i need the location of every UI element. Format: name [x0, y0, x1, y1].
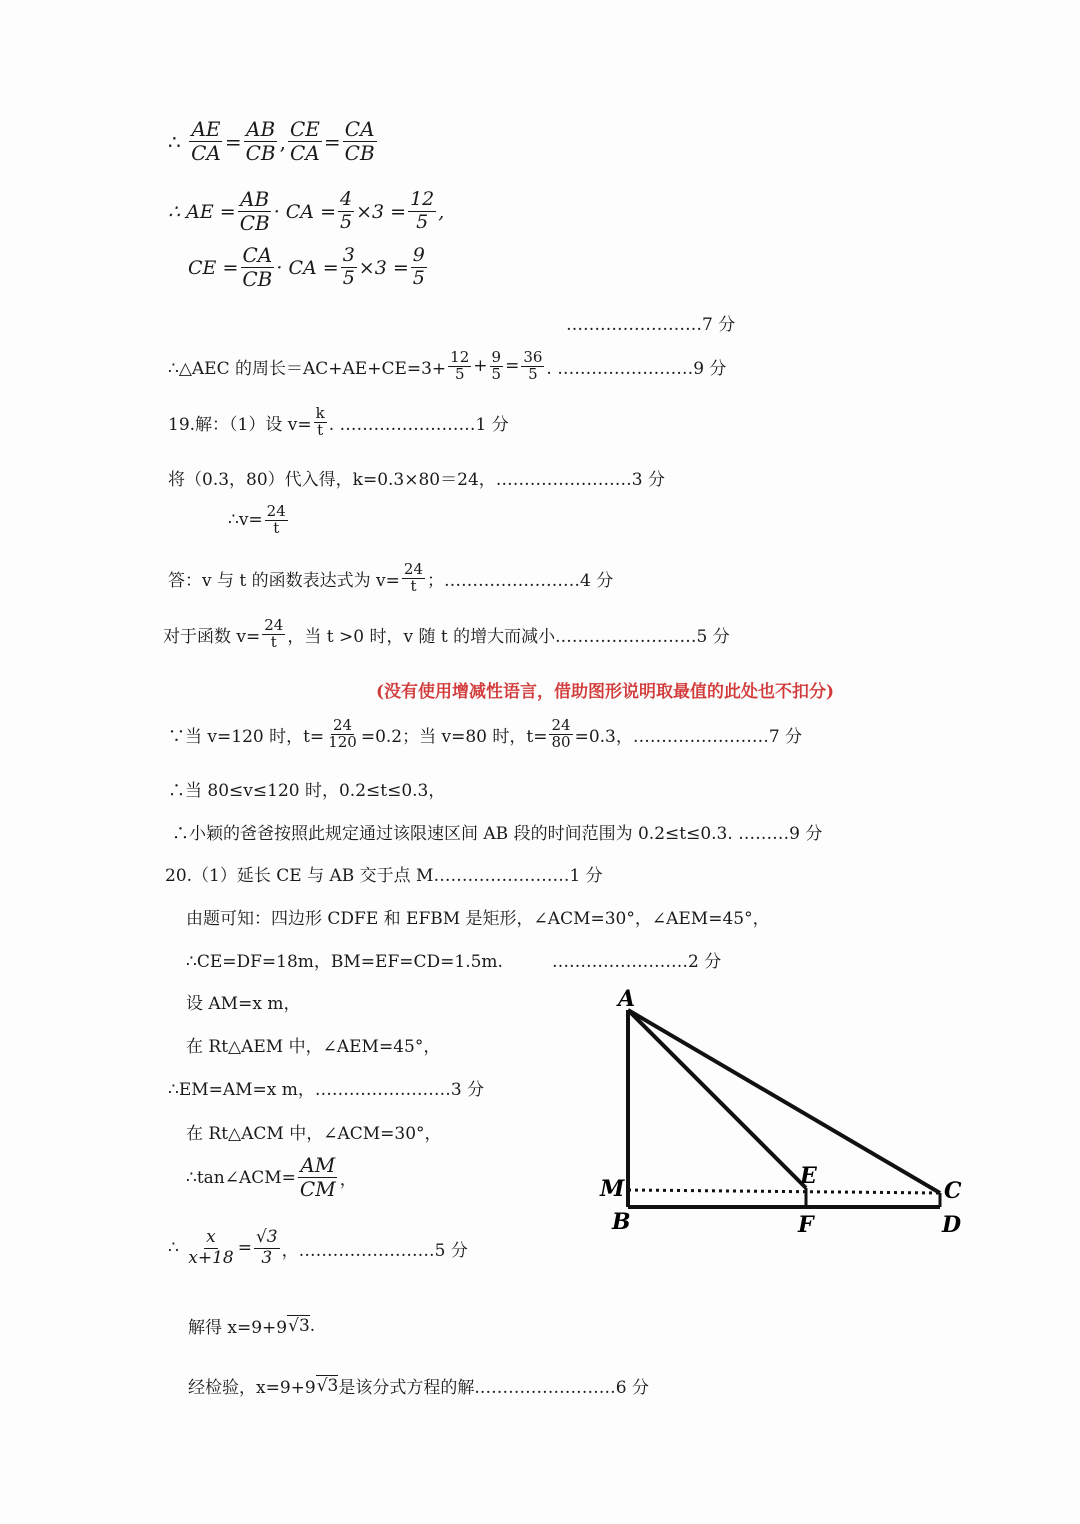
fraction: $\frac{AB}{CB}$ — [239, 187, 270, 235]
q19-result: ∴v= $\frac{24}{t}$ — [228, 502, 286, 537]
fraction: $\frac{9}{5}$ — [412, 244, 425, 289]
q19-range: ∴当 80≤v≤120 时，0.2≤t≤0.3， — [168, 781, 446, 801]
q20-triangle-aem: 在 Rt△AEM 中，∠AEM=45°， — [186, 1037, 441, 1057]
q19-setup: 19.解：（1）设 v= $\frac{k}{t}$ . ……………………1 分 — [168, 404, 509, 439]
q20-known: 由题可知：四边形 CDFE 和 EFBM 是矩形，∠ACM=30°，∠AEM=45°， — [186, 909, 770, 929]
fraction-ab-cb: $\frac{AB}{CB}$ — [245, 117, 276, 165]
score-7: ……………………7 分 — [566, 315, 736, 335]
fraction: $\frac{12}{5}$ — [410, 188, 435, 233]
fraction: $\frac{3}{5}$ — [342, 244, 355, 289]
sqrt-three: √3 — [316, 1376, 339, 1396]
perimeter-line: ∴△AEC 的周长＝AC+AE+CE=3+ $\frac{12}{5}$ + $\frac{9}{5}$ = $\frac{36}{5}$ . ……………………9 分 — [168, 348, 727, 383]
q20-em: ∴EM=AM=x m，……………………3 分 — [168, 1080, 485, 1100]
label-e: E — [800, 1163, 817, 1189]
grading-note: (没有使用增减性语言，借助图形说明取最值的此处也不扣分) — [376, 682, 835, 702]
q20-verify: 经检验，x=9+9 √3 是该分式方程的解.……………………6 分 — [188, 1376, 649, 1398]
q19-conclusion: ∴小颖的爸爸按照此规定通过该限速区间 AB 段的时间范围为 0.2≤t≤0.3. ………9 分 — [172, 824, 823, 844]
q20-let: 设 AM=x m， — [186, 994, 301, 1014]
therefore-symbol: ∴ — [168, 129, 181, 154]
q20-lengths: ∴CE=DF=18m，BM=EF=CD=1.5m. — [186, 952, 503, 972]
fraction: $\frac{9}{5}$ — [491, 348, 502, 383]
q20-solve: 解得 x=9+9 √3 . — [188, 1315, 316, 1338]
label-f: F — [798, 1212, 814, 1238]
q20-tan: ∴tan∠ACM= $\frac{AM}{CM}$ ， — [186, 1153, 357, 1201]
q19-monotonic: 对于函数 v= $\frac{24}{t}$ ，当 t >0 时，v 随 t 的增大而减小.……………………5 分 — [163, 616, 730, 651]
fraction: $\frac{12}{5}$ — [450, 348, 470, 383]
fraction-ae-ca: $\frac{AE}{CA}$ — [191, 117, 221, 165]
fraction: $\frac{AM}{CM}$ — [299, 1153, 336, 1201]
sqrt-three: √3 — [288, 1316, 310, 1336]
label-b: B — [612, 1209, 631, 1235]
q20-triangle-acm: 在 Rt△ACM 中，∠ACM=30°， — [186, 1124, 442, 1144]
score-2: ……………………2 分 — [552, 952, 722, 972]
fraction: $\frac{4}{5}$ — [340, 188, 353, 233]
geometry-figure — [590, 980, 980, 1240]
label-m: M — [600, 1176, 625, 1202]
fraction: $\frac{36}{5}$ — [523, 348, 543, 383]
proof-line-ae: ∴ AE = $\frac{AB}{CB}$ · CA = $\frac{4}{5}$ ×3 = $\frac{12}{5}$ , — [168, 187, 445, 235]
fraction: $\frac{x}{x+18}$ — [188, 1227, 234, 1268]
fraction-ca-cb: $\frac{CA}{CB}$ — [344, 117, 375, 165]
fraction: $\frac{√3}{3}$ — [255, 1227, 278, 1268]
fraction-ce-ca: $\frac{CE}{CA}$ — [289, 117, 320, 165]
fraction: $\frac{CA}{CB}$ — [242, 243, 273, 291]
proof-line-ratio: ∴ $\frac{AE}{CA}$ = $\frac{AB}{CB}$ , $\frac{CE}{CA}$ = $\frac{CA}{CB}$ — [168, 117, 375, 165]
fraction: $\frac{24}{t}$ — [264, 616, 284, 651]
q19-bounds: ∵当 v=120 时，t= $\frac{24}{120}$ =0.2；当 v=80 时，t= $\frac{24}{80}$ =0.3，……………………7 分 — [168, 716, 803, 751]
fraction: $\frac{24}{t}$ — [403, 560, 423, 595]
q19-answer: 答：v 与 t 的函数表达式为 v= $\frac{24}{t}$ ；……………………4 分 — [168, 560, 614, 595]
q19-substitute: 将（0.3，80）代入得，k=0.3×80＝24，……………………3 分 — [168, 470, 665, 490]
proof-line-ce: CE = $\frac{CA}{CB}$ · CA = $\frac{3}{5}$ ×3 = $\frac{9}{5}$ — [188, 243, 425, 291]
fraction: $\frac{24}{80}$ — [551, 716, 571, 751]
fraction: $\frac{24}{t}$ — [266, 502, 286, 537]
fraction: $\frac{24}{120}$ — [328, 716, 357, 751]
label-d: D — [942, 1212, 962, 1238]
label-c: C — [944, 1178, 962, 1204]
label-a: A — [618, 986, 636, 1012]
q20-step1: 20.（1）延长 CE 与 AB 交于点 M……………………1 分 — [165, 866, 603, 886]
segment-mc-dotted — [628, 1190, 940, 1193]
fraction: $\frac{k}{t}$ — [315, 404, 325, 439]
q20-equation: ∴ $\frac{x}{x+18}$ = $\frac{√3}{3}$ ，……………………5 分 — [168, 1227, 468, 1268]
